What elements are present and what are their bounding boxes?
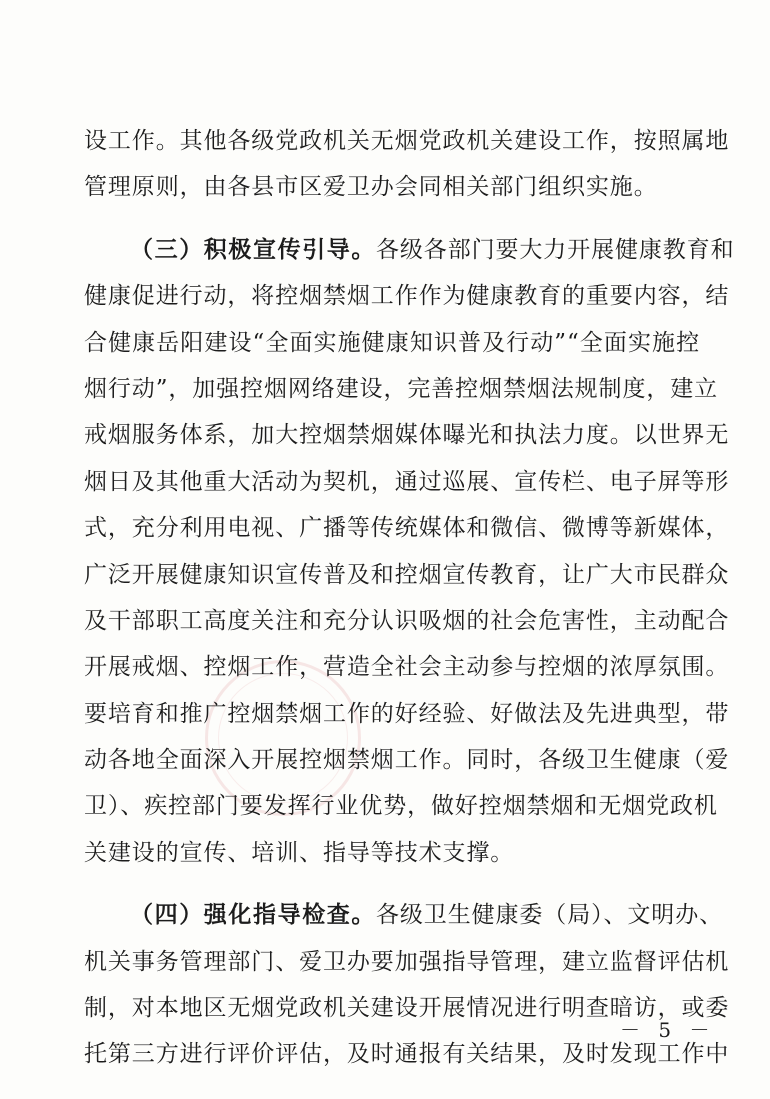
text-line: 机关事务管理部门、爱卫办要加强指导管理，建立监督评估机 xyxy=(84,948,730,975)
section-heading-3: （三）积极宣传引导。 xyxy=(130,235,376,263)
text-line: 式，充分利用电视、广播等传统媒体和微信、微博等新媒体， xyxy=(84,515,730,542)
text-line: 卫）、疾控部门要发挥行业优势，做好控烟禁烟和无烟党政机 xyxy=(84,793,718,820)
text-line: 制，对本地区无烟党政机关建设开展情况进行明查暗访，或委 xyxy=(84,995,730,1022)
text-line xyxy=(84,892,723,938)
text-line: 烟行动”，加强控烟网络建设，完善控烟禁烟法规制度，建立 xyxy=(84,375,719,402)
page-number: － 5 － xyxy=(620,1018,716,1042)
document-body xyxy=(84,118,735,1078)
paragraph-guidance-inspection xyxy=(84,892,730,1078)
text-line: 烟日及其他重大活动为契机，通过巡展、宣传栏、电子屏等形 xyxy=(84,468,730,495)
text-line: 动各地全面深入开展控烟禁烟工作。同时，各级卫生健康（爱 xyxy=(84,747,730,774)
text-line: 关建设的宣传、培训、指导等技术支撑。 xyxy=(84,839,515,866)
text-line: 健康促进行动，将控烟禁烟工作作为健康教育的重要内容，结 xyxy=(84,283,730,310)
text-line: 托第三方进行评价评估，及时通报有关结果，及时发现工作中 xyxy=(84,1041,730,1068)
text-line: 及干部职工高度关注和充分认识吸烟的社会危害性，主动配合 xyxy=(84,607,730,634)
text-line: 设工作。其他各级党政机关无烟党政机关建设工作，按照属地 xyxy=(84,128,730,154)
text-line: 广泛开展健康知识宣传普及和控烟宣传教育，让广大市民群众 xyxy=(84,561,730,588)
text-line: 要培育和推广控烟禁烟工作的好经验、好做法及先进典型，带 xyxy=(84,700,730,727)
text-line: 合健康岳阳建设“全面实施健康知识普及行动”“全面实施控 xyxy=(84,329,700,356)
text-line: 开展戒烟、控烟工作，营造全社会主动参与控烟的浓厚氛围。 xyxy=(84,654,730,681)
paragraph-implementation xyxy=(84,118,730,211)
section-heading-4: （四）强化指导检查。 xyxy=(130,901,376,929)
text-line-rest: 各级各部门要大力开展健康教育和 xyxy=(376,236,735,263)
text-line: 戒烟服务体系，加大控烟禁烟媒体曝光和执法力度。以世界无 xyxy=(84,422,730,449)
text-line-rest: 各级卫生健康委（局）、文明办、 xyxy=(376,902,723,929)
text-line: 管理原则，由各县市区爱卫办会同相关部门组织实施。 xyxy=(84,174,658,201)
text-line xyxy=(84,227,735,273)
paragraph-publicity-guidance xyxy=(84,227,735,876)
